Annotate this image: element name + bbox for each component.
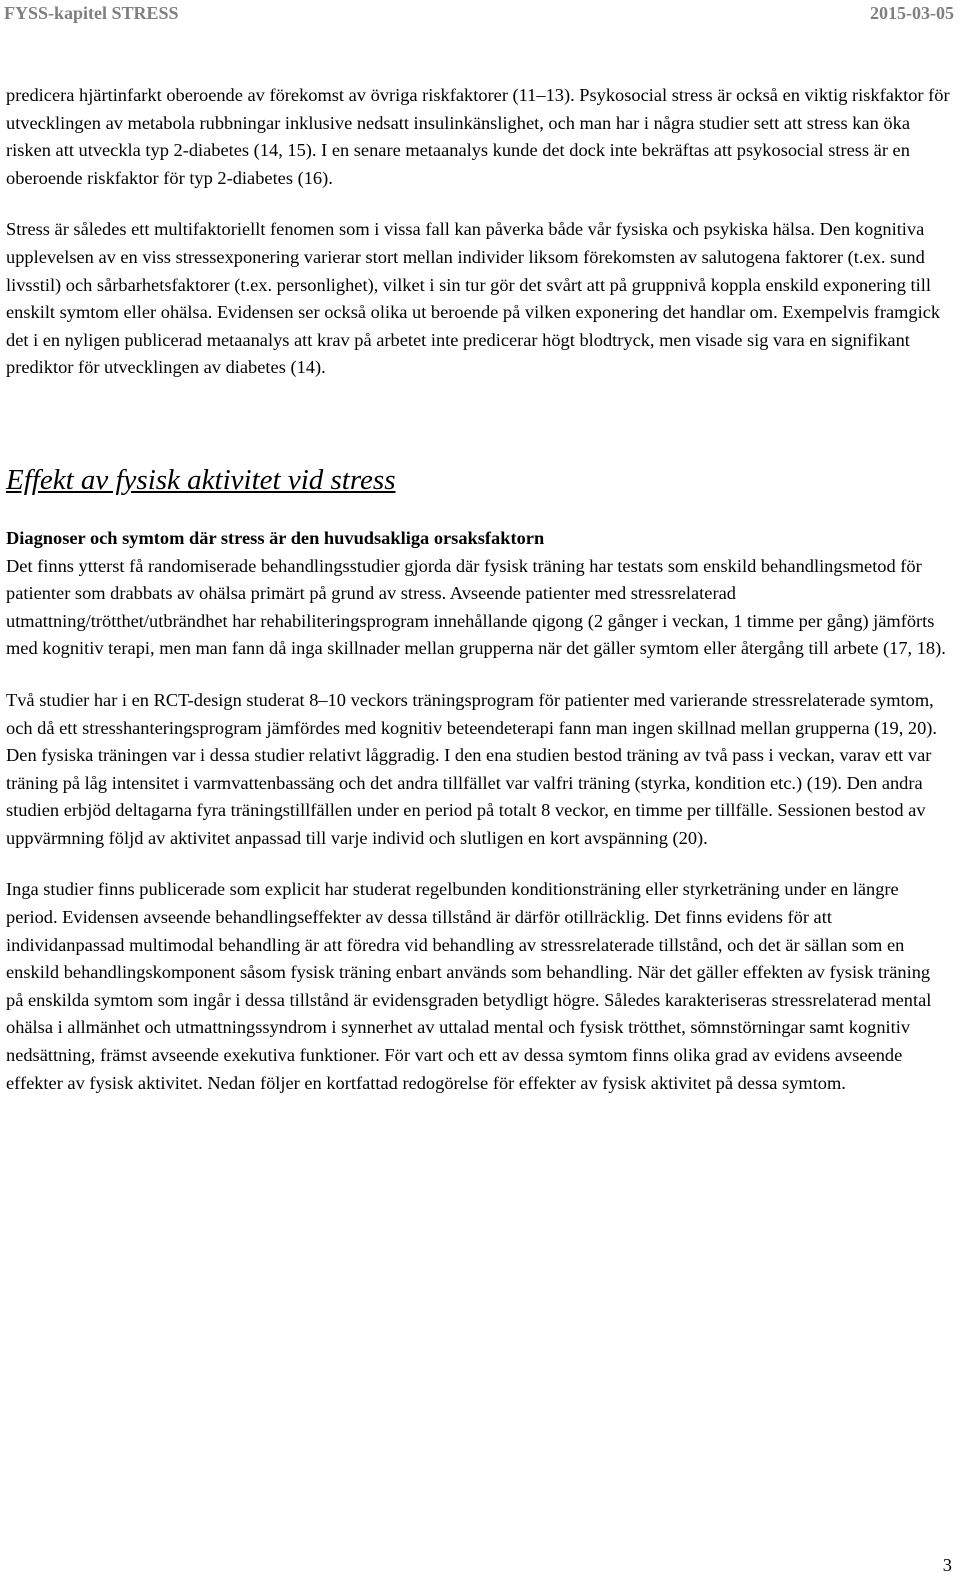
paragraph-section-2: Två studier har i en RCT-design studerat 8–10 veckors träningsprogram för patienter med varierande stressrelaterade symtom, och då ett stresshanteringsprogram jämfördes med kognitiv beteendeterapi fann man ingen skillnad mellan grupperna (19, 20). Den fysiska träningen var i dessa studier relativt låggradig. I den ena studien bestod träning av två pass i veckan, varav ett var träning på låg intensitet i varmvattenbassäng och det andra tillfället var valfri träning (styrka, kondition etc.) (19). Den andra studien erbjöd deltagarna fyra träningstillfällen under en period på totalt 8 veckor, en timme per tillfälle. Sessionen bestod av uppvärmning följd av aktivitet anpassad till varje individ och slutligen en kort avspänning (20). [6, 689, 937, 848]
page-content [6, 82, 952, 1097]
paragraph-section-3: Inga studier finns publicerade som explicit har studerat regelbunden konditionsträning eller styrketräning under en längre period. Evidensen avseende behandlingseffekter av dessa tillstånd är därför otillräcklig. Det finns evidens för att individanpassad multimodal behandling är att föredra vid behandling av stressrelaterade tillstånd, och det är sällan som en enskild behandlingskomponent såsom fysisk träning enbart används som behandling. När det gäller effekten av fysisk träning på enskilda symtom som ingår i dessa tillstånd är evidensgraden betydligt högre. Således karakteriseras stressrelaterad mental ohälsa i allmänhet och utmattningssyndrom i synnerhet av uttalad mental och fysisk trötthet, sömnstörningar samt kognitiv nedsättning, främst avseende exekutiva funktioner. För vart och ett av dessa symtom finns olika grad av evidens avseende effekter av fysisk aktivitet. Nedan följer en kortfattad redogörelse för effekter av fysisk aktivitet på dessa symtom. [6, 879, 932, 1093]
section-heading: Effekt av fysisk aktivitet vid stress [6, 463, 396, 496]
paragraph-intro-1: predicera hjärtinfarkt oberoende av förekomst av övriga riskfaktorer (11–13). Psykosocial stress är också en viktig riskfaktor för utvecklingen av metabola rubbningar inklusive nedsatt insulinkänslighet, och man har i några studier sett att stress kan öka risken att utveckla typ 2-diabetes (14, 15). I en senare metaanalys kunde det dock inte bekräftas att psykosocial stress är en oberoende riskfaktor för typ 2-diabetes (16). [6, 85, 950, 188]
section-subheading: Diagnoser och symtom där stress är den huvudsakliga orsaksfaktorn [6, 527, 545, 548]
document-title: FYSS-kapitel STRESS [4, 3, 179, 23]
document-date: 2015-03-05 [870, 3, 954, 23]
page-number: 3 [942, 1555, 952, 1575]
page-header [0, 0, 960, 28]
paragraph-section-1: Det finns ytterst få randomiserade behandlingsstudier gjorda där fysisk träning har testats som enskild behandlingsmetod för patienter som drabbats av ohälsa primärt på grund av stress. Avseende patienter med stressrelaterad utmattning/trötthet/utbrändhet har rehabiliteringsprogram innehållande qigong (2 gånger i veckan, 1 timme per gång) jämförts med kognitiv terapi, men man fann då inga skillnader mellan grupperna när det gäller symtom eller återgång till arbete (17, 18). [6, 555, 946, 659]
paragraph-intro-2: Stress är således ett multifaktoriellt fenomen som i vissa fall kan påverka både vår fysiska och psykiska hälsa. Den kognitiva upplevelsen av en viss stressexponering varierar stort mellan individer liksom förekomsten av salutogena faktorer (t.ex. sund livsstil) och sårbarhetsfaktorer (t.ex. personlighet), vilket i sin tur gör det svårt att på gruppnivå koppla enskild exponering till enskilt symtom eller ohälsa. Evidensen ser också olika ut beroende på vilken exponering det handlar om. Exempelvis framgick det i en nyligen publicerad metaanalys att krav på arbetet inte predicerar högt blodtryck, men visade sig vara en signifikant prediktor för utvecklingen av diabetes (14). [6, 219, 941, 378]
